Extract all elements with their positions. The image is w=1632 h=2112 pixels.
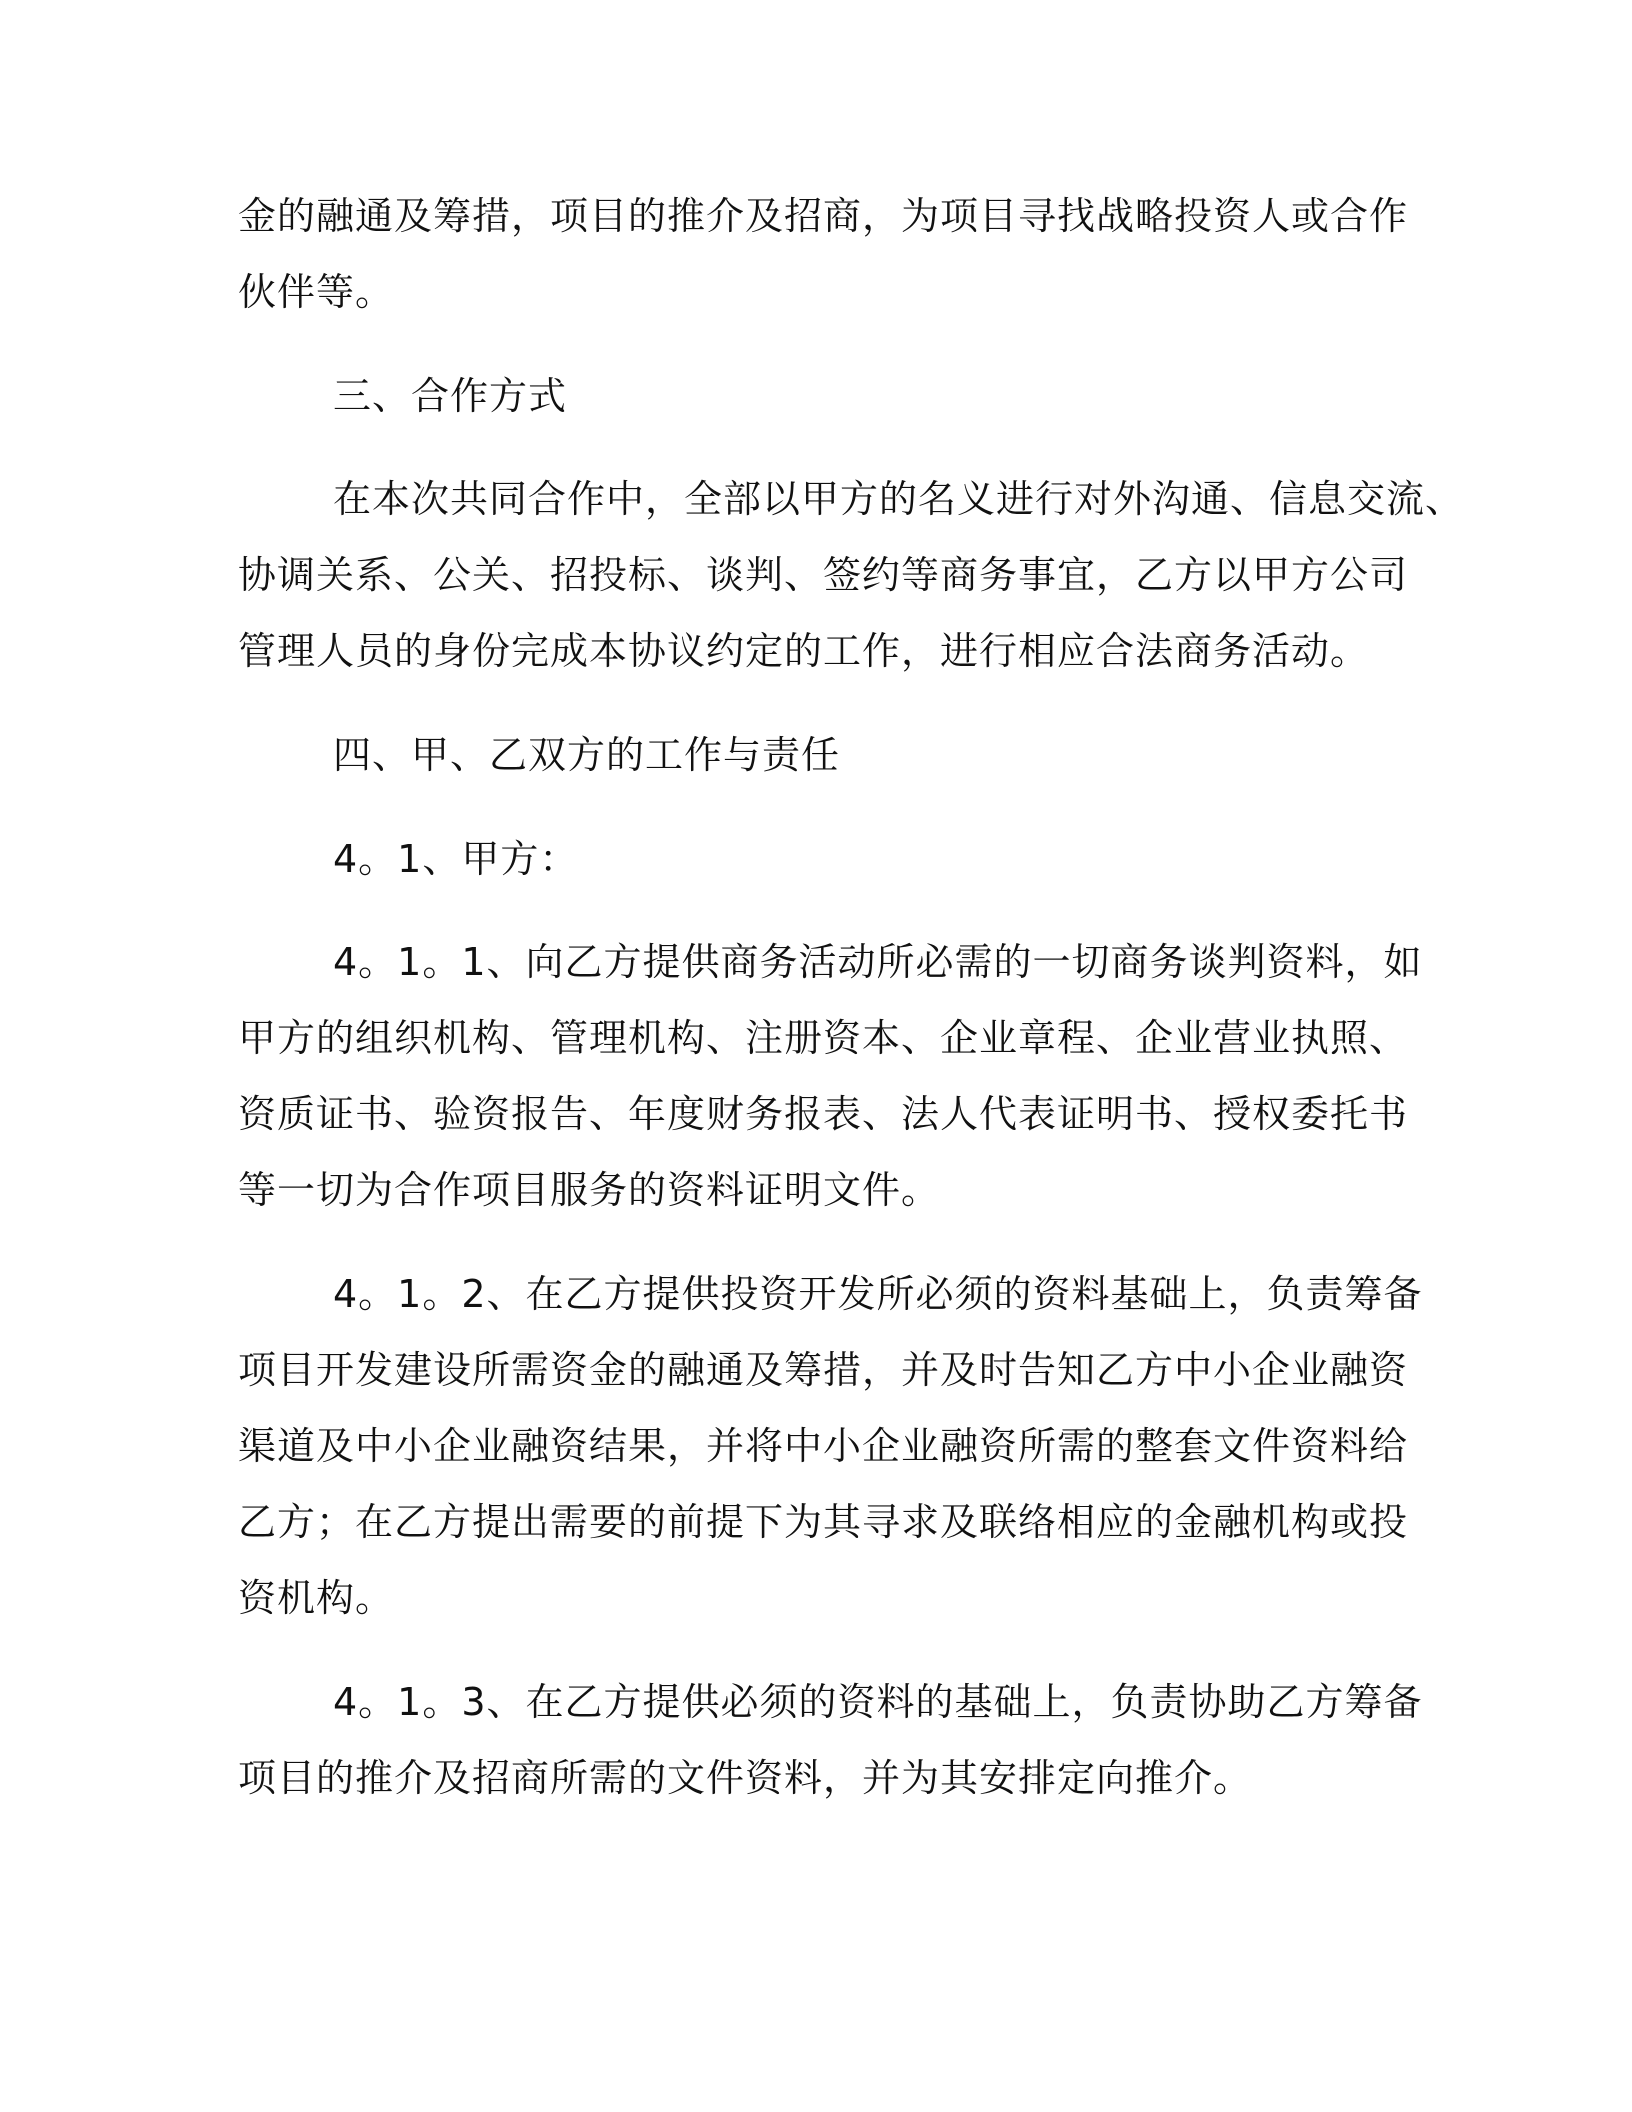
clause-4-1-1-line: 资质证书、验资报告、年度财务报表、法人代表证明书、授权委托书 <box>238 1092 1409 1136</box>
section-heading-cooperation-method: 三、合作方式 <box>333 374 568 418</box>
body-text-line: 协调关系、公关、招投标、谈判、签约等商务事宜，乙方以甲方公司 <box>238 553 1409 597</box>
clause-4-1-2-line: 项目开发建设所需资金的融通及筹措，并及时告知乙方中小企业融资 <box>238 1348 1409 1392</box>
clause-4-1-1-line: 4。1。1、向乙方提供商务活动所必需的一切商务谈判资料，如 <box>333 940 1423 984</box>
body-text-line: 管理人员的身份完成本协议约定的工作，进行相应合法商务活动。 <box>238 629 1370 673</box>
clause-4-1-3-line: 项目的推介及招商所需的文件资料，并为其安排定向推介。 <box>238 1756 1253 1800</box>
clause-4-1-1-line: 甲方的组织机构、管理机构、注册资本、企业章程、企业营业执照、 <box>238 1016 1409 1060</box>
clause-4-1-2-line: 乙方；在乙方提出需要的前提下为其寻求及联络相应的金融机构或投 <box>238 1500 1409 1544</box>
clause-heading-party-a: 4。1、甲方： <box>333 837 579 881</box>
section-heading-responsibilities: 四、甲、乙双方的工作与责任 <box>333 733 841 777</box>
body-text-line: 在本次共同合作中，全部以甲方的名义进行对外沟通、信息交流、 <box>333 477 1465 521</box>
clause-4-1-2-line: 资机构。 <box>238 1576 395 1620</box>
body-text-line: 伙伴等。 <box>238 270 395 314</box>
clause-4-1-1-line: 等一切为合作项目服务的资料证明文件。 <box>238 1168 941 1212</box>
clause-4-1-2-line: 渠道及中小企业融资结果，并将中小企业融资所需的整套文件资料给 <box>238 1424 1409 1468</box>
clause-4-1-2-line: 4。1。2、在乙方提供投资开发所必须的资料基础上，负责筹备 <box>333 1272 1423 1316</box>
body-text-line: 金的融通及筹措，项目的推介及招商，为项目寻找战略投资人或合作 <box>238 194 1409 238</box>
clause-4-1-3-line: 4。1。3、在乙方提供必须的资料的基础上，负责协助乙方筹备 <box>333 1680 1423 1724</box>
